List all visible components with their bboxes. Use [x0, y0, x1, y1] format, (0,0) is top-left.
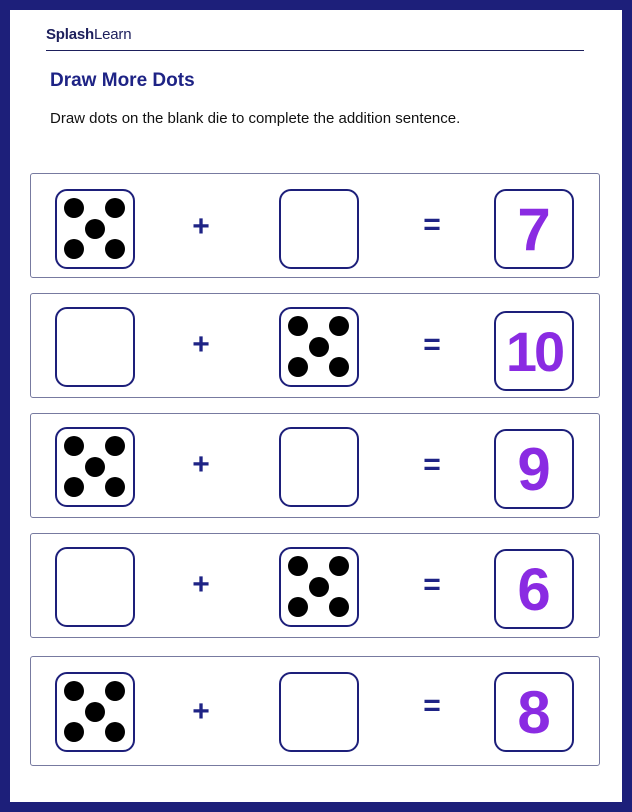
die-dot — [105, 239, 125, 259]
die-dot — [64, 239, 84, 259]
logo-bold-text: Splash — [46, 26, 94, 43]
problem-row-5 — [30, 656, 600, 766]
problem-row-3 — [30, 413, 600, 518]
die-dot — [85, 702, 105, 722]
worksheet-page — [10, 10, 622, 802]
die-dot — [105, 477, 125, 497]
header-divider — [46, 50, 584, 51]
sum-box: 6 — [494, 549, 574, 629]
equals-sign: = — [423, 208, 441, 241]
die-five-left — [55, 189, 135, 269]
blank-die-right[interactable] — [279, 672, 359, 752]
die-dot — [105, 681, 125, 701]
die-dot — [309, 577, 329, 597]
logo-light-text: Learn — [93, 26, 132, 43]
die-dot — [64, 681, 84, 701]
die-five-right — [279, 307, 359, 387]
blank-die-right[interactable] — [279, 189, 359, 269]
blank-die-right[interactable] — [279, 427, 359, 507]
plus-sign: + — [192, 328, 210, 361]
die-dot — [105, 722, 125, 742]
problem-row-4 — [30, 533, 600, 638]
die-dot — [64, 477, 84, 497]
sum-box: 9 — [494, 429, 574, 509]
die-dot — [288, 597, 308, 617]
die-five-right — [279, 547, 359, 627]
die-dot — [85, 457, 105, 477]
plus-sign: + — [192, 448, 210, 481]
plus-sign: + — [192, 210, 210, 243]
equals-sign: = — [423, 448, 441, 481]
die-dot — [329, 357, 349, 377]
die-five-left — [55, 427, 135, 507]
die-dot — [288, 556, 308, 576]
instruction-text: Draw dots on the blank die to complete the addition sentence. — [50, 110, 461, 127]
die-dot — [329, 597, 349, 617]
problem-row-2 — [30, 293, 600, 398]
plus-sign: + — [192, 695, 210, 728]
die-dot — [64, 722, 84, 742]
plus-sign: + — [192, 568, 210, 601]
die-dot — [85, 219, 105, 239]
die-dot — [64, 436, 84, 456]
die-dot — [288, 316, 308, 336]
worksheet-title: Draw More Dots — [50, 70, 195, 91]
sum-box: 7 — [494, 189, 574, 269]
blank-die-left[interactable] — [55, 307, 135, 387]
sum-box: 8 — [494, 672, 574, 752]
sum-box: 10 — [494, 311, 574, 391]
problem-row-1 — [30, 173, 600, 278]
die-dot — [105, 436, 125, 456]
equals-sign: = — [423, 328, 441, 361]
equals-sign: = — [423, 689, 441, 722]
die-five-left — [55, 672, 135, 752]
splashlearn-logo — [46, 26, 131, 43]
equals-sign: = — [423, 568, 441, 601]
blank-die-left[interactable] — [55, 547, 135, 627]
die-dot — [288, 357, 308, 377]
die-dot — [105, 198, 125, 218]
die-dot — [64, 198, 84, 218]
die-dot — [329, 316, 349, 336]
die-dot — [309, 337, 329, 357]
die-dot — [329, 556, 349, 576]
